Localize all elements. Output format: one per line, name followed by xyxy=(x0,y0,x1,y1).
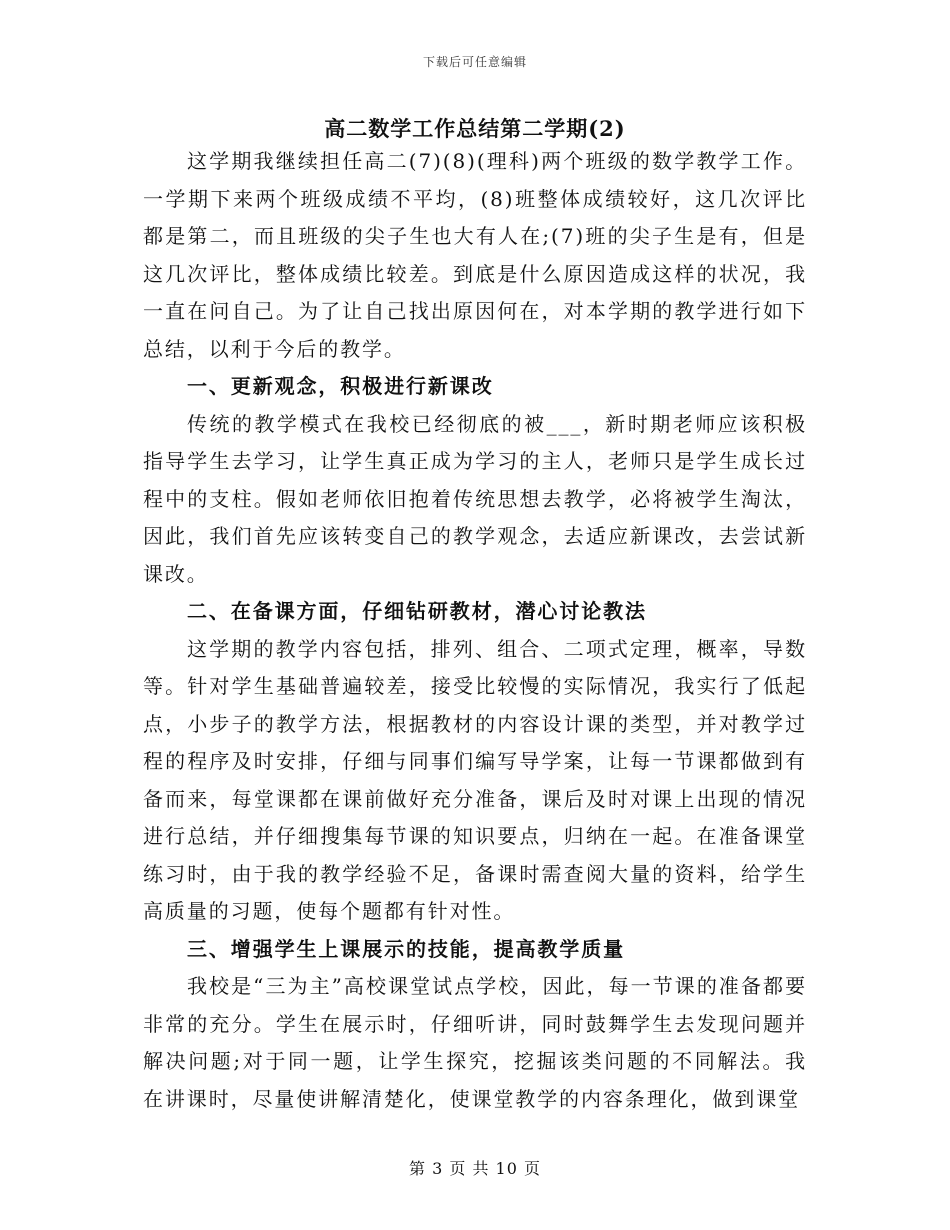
section-heading-1: 一、更新观念，积极进行新课改 xyxy=(187,374,494,398)
document-body xyxy=(143,143,807,1118)
section-heading-2: 二、在备课方面，仔细钻研教材，潜心讨论教法 xyxy=(187,599,647,623)
section-body-1: 传统的教学模式在我校已经彻底的被___，新时期老师应该积极指导学生去学习，让学生真正成为学习的主人，老师只是学生成长过程中的支柱。假如老师依旧抱着传统思想去教学，必将被学生淘汰，因此，我们首先应该转变自己的教学观念，去适应新课改，去尝试新课改。 xyxy=(143,411,807,586)
section-body-2: 这学期的教学内容包括，排列、组合、二项式定理，概率，导数等。针对学生基础普遍较差，接受比较慢的实际情况，我实行了低起点，小步子的教学方法，根据教材的内容设计课的类型，并对教学过程的程序及时安排，仔细与同事们编写导学案，让每一节课都做到有备而来，每堂课都在课前做好充分准备，课后及时对课上出现的情况进行总结，并仔细搜集每节课的知识要点，归纳在一起。在准备课堂练习时，由于我的教学经验不足，备课时需查阅大量的资料，给学生高质量的习题，使每个题都有针对性。 xyxy=(143,636,807,923)
section-body-3: 我校是“三为主”高校课堂试点学校，因此，每一节课的准备都要非常的充分。学生在展示时，仔细听讲，同时鼓舞学生去发现问题并解决问题;对于同一题，让学生探究，挖掘该类问题的不同解法。我在讲课时，尽量使讲解清楚化，使课堂教学的内容条理化，做到课堂 xyxy=(143,974,807,1111)
intro-paragraph: 这学期我继续担任高二(7)(8)(理科)两个班级的数学教学工作。一学期下来两个班级成绩不平均，(8)班整体成绩较好，这几次评比都是第二，而且班级的尖子生也大有人在;(7)班的尖子生是有，但是这几次评比，整体成绩比较差。到底是什么原因造成这样的状况，我一直在问自己。为了让自己找出原因何在，对本学期的教学进行如下总结，以利于今后的教学。 xyxy=(143,149,807,361)
header-note: 下载后可任意编辑 xyxy=(422,55,527,69)
section-heading-3: 三、增强学生上课展示的技能，提高教学质量 xyxy=(187,936,625,961)
page-number: 第 3 页 共 10 页 xyxy=(409,1159,541,1178)
document-title: 高二数学工作总结第二学期(2) xyxy=(324,116,626,141)
